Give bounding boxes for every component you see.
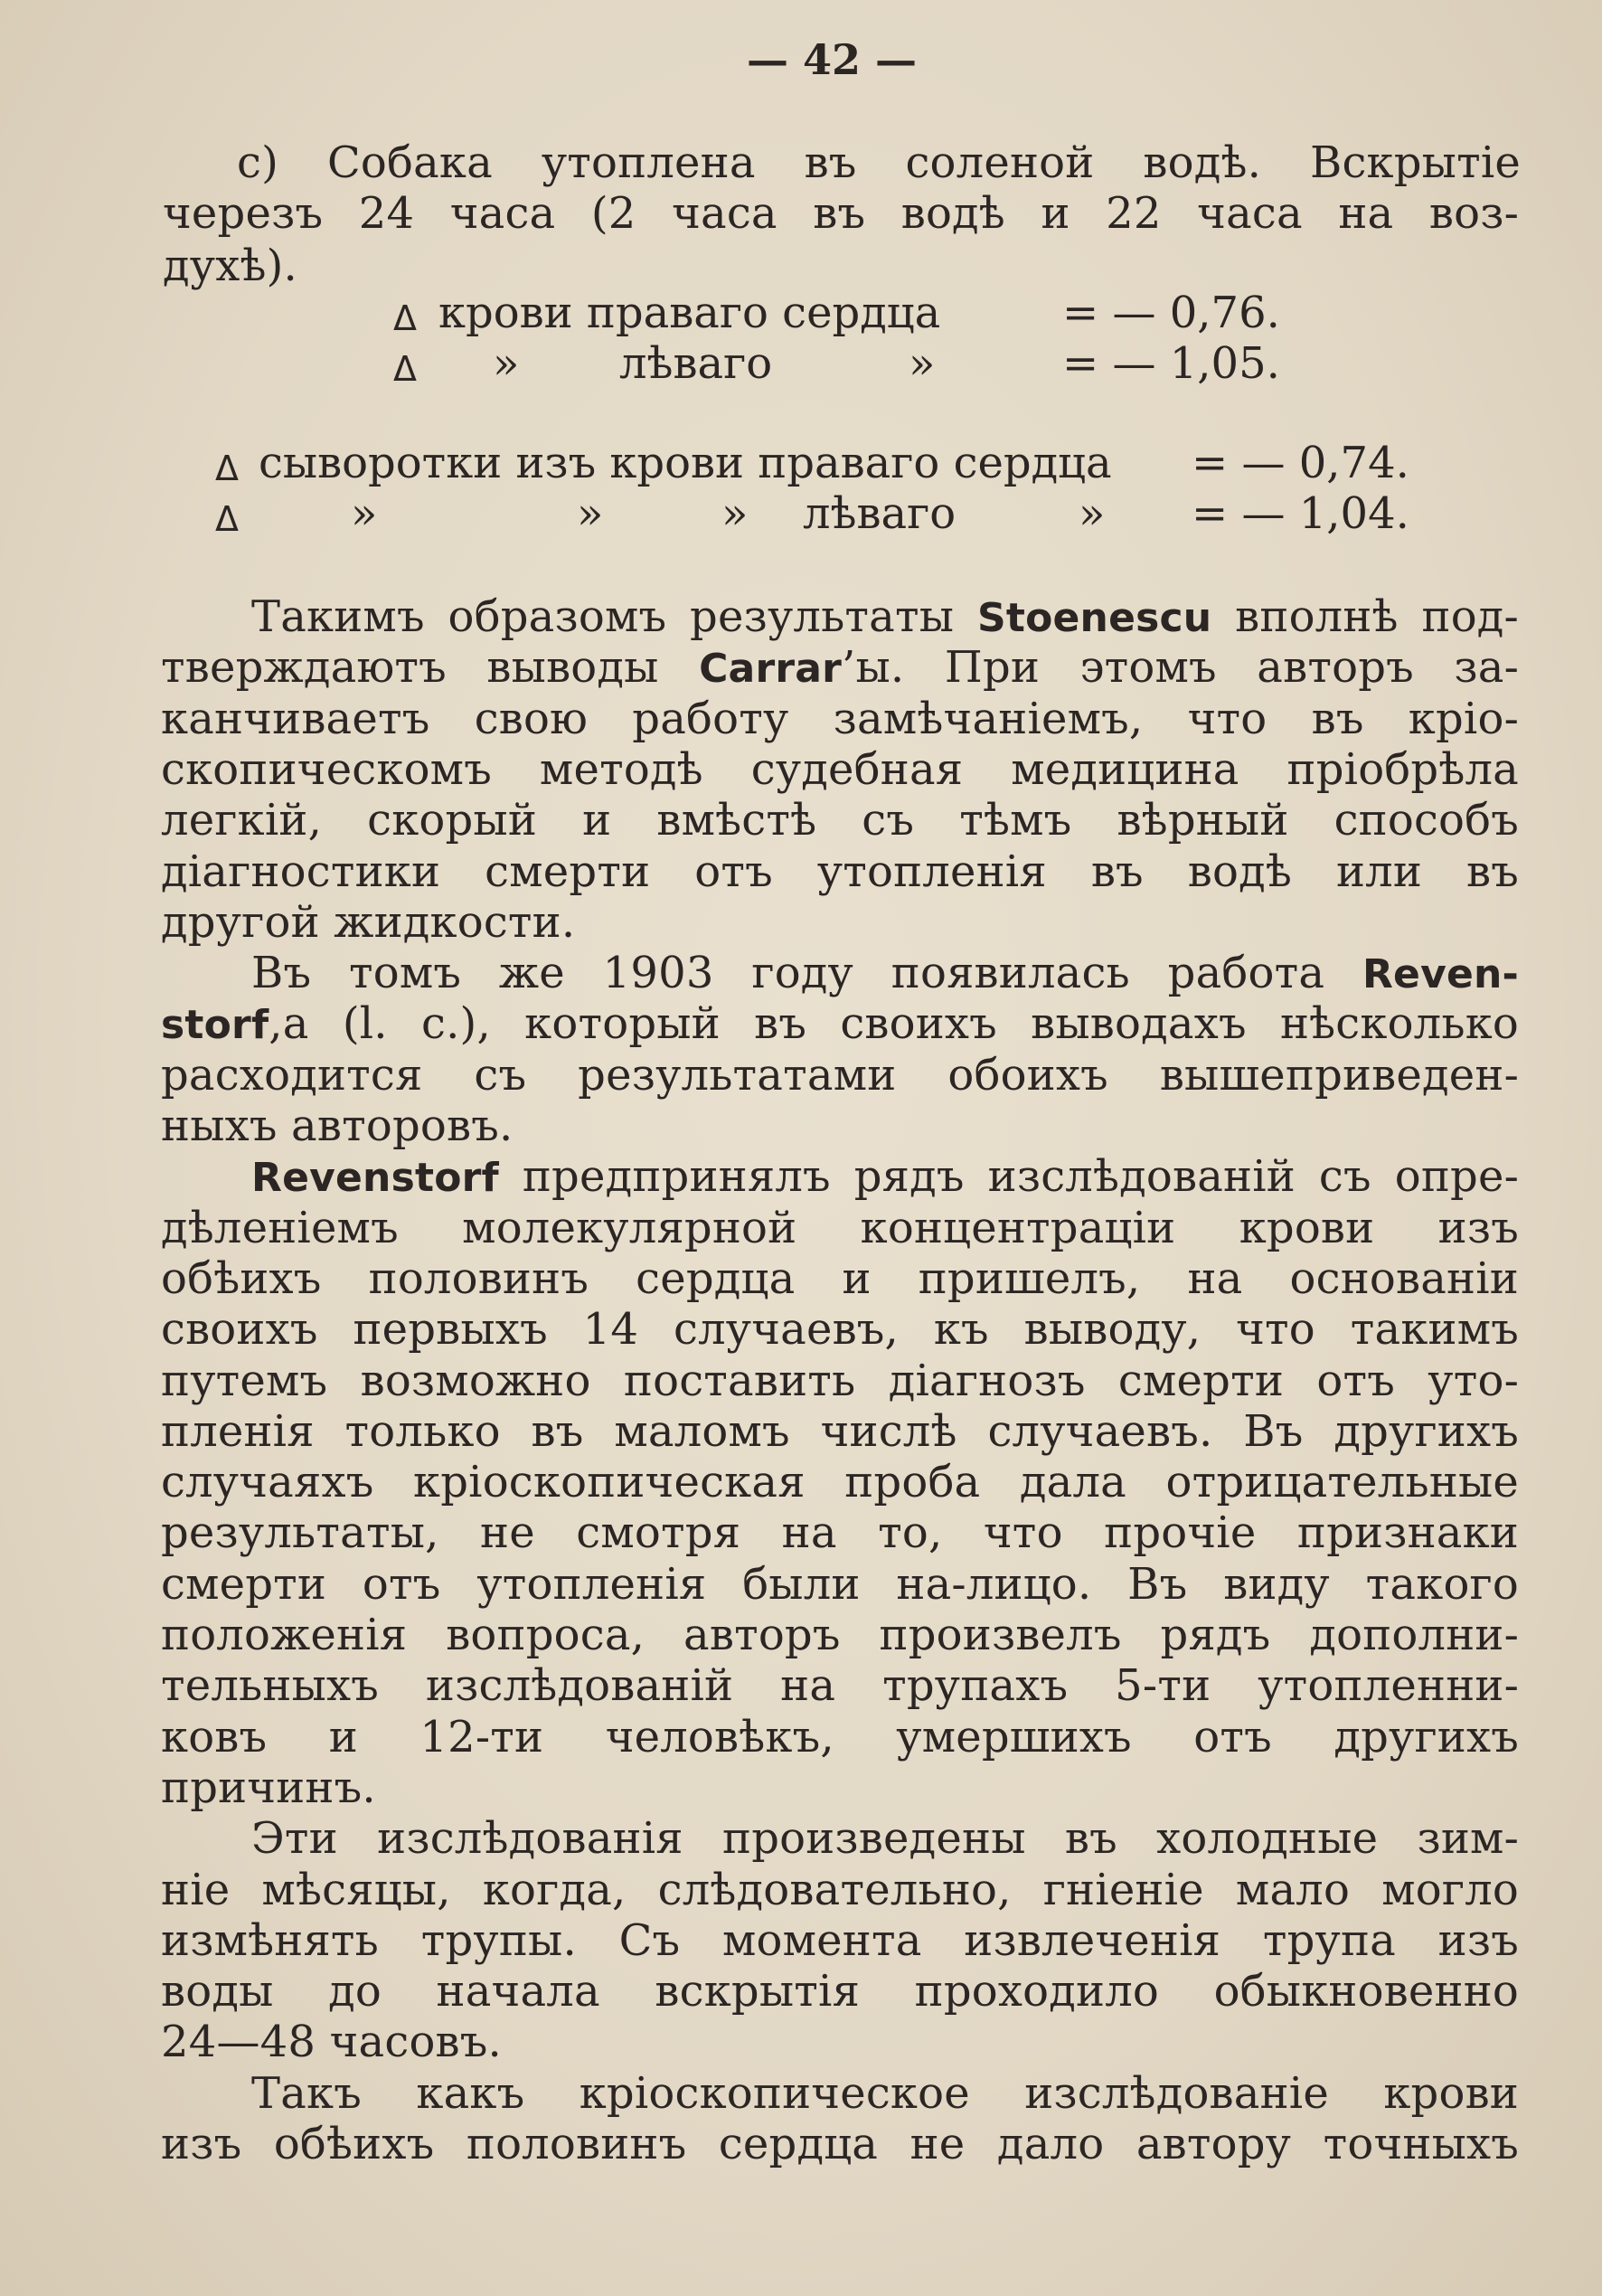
para-c-line-3: духѣ). <box>163 241 297 291</box>
body-text-span: другой жидкости. <box>161 897 576 948</box>
ditto-mark: » <box>909 338 936 389</box>
body-text-span: расходится съ результатами обоихъ вышеприведен- <box>161 1050 1519 1101</box>
delta-symbol: Δ <box>393 298 417 338</box>
formula-right-heart <box>393 288 1297 338</box>
body-text-span: канчиваетъ свою работу замѣчаніемъ, что въ кріо- <box>161 694 1519 744</box>
body-line <box>251 948 1519 1000</box>
author-name: Reven- <box>1362 951 1519 997</box>
body-line <box>251 1151 1519 1204</box>
formula-value: = — 0,76. <box>1062 288 1280 338</box>
ditto-mark: » <box>351 488 378 539</box>
author-name: Carrar <box>699 646 843 692</box>
body-line <box>161 1712 1519 1762</box>
body-text-span: путемъ возможно поставить діагнозъ смерти отъ уто- <box>161 1356 1519 1406</box>
body-text-span: положенія вопроса, авторъ произвелъ рядъ дополни- <box>161 1610 1519 1660</box>
para-c-line-1: c) Собака утоплена въ соленой водѣ. Вскрытіе <box>237 137 1521 188</box>
body-text-span: легкій, скорый и вмѣстѣ съ тѣмъ вѣрный способъ <box>161 795 1519 846</box>
body-text-span: ніе мѣсяцы, когда, слѣдовательно, гніеніе мало могло <box>161 1865 1519 1915</box>
body-text-span: діагностики смерти отъ утопленія въ водѣ или въ <box>161 846 1519 897</box>
formula-value: = — 0,74. <box>1192 438 1409 488</box>
body-text-span: вполнѣ под- <box>1211 591 1519 642</box>
body-line <box>161 2119 1519 2169</box>
body-text-span: ,а (l. c.), который въ своихъ выводахъ нѣсколько <box>269 998 1519 1049</box>
body-line <box>161 1304 1519 1355</box>
body-text-span: Эти изслѣдованія произведены въ холодные зим- <box>251 1813 1519 1864</box>
body-text-span: Въ томъ же 1903 году появилась работа <box>251 948 1362 998</box>
body-text-span: ныхъ авторовъ. <box>161 1101 514 1151</box>
body-text-span: воды до начала вскрытія проходило обыкновенно <box>161 1966 1519 2017</box>
body-line <box>161 1457 1519 1507</box>
ditto-mark: » <box>493 338 520 389</box>
body-line <box>161 1966 1519 2017</box>
body-line <box>161 1507 1519 1558</box>
body-text-span: тверждаютъ выводы <box>161 642 700 693</box>
body-text-span: измѣнять трупы. Съ момента извлеченія трупа изъ <box>161 1915 1519 1966</box>
body-line <box>161 998 1519 1051</box>
body-text-span: Такимъ образомъ результаты <box>251 591 977 642</box>
body-text-span: обѣихъ половинъ сердца и пришелъ, на основаніи <box>161 1253 1519 1304</box>
body-line <box>161 1253 1519 1304</box>
formula-serum-right <box>215 438 1526 488</box>
body-line <box>161 694 1519 744</box>
formula-label: лѣваго <box>803 488 956 539</box>
body-line <box>161 897 575 948</box>
body-line <box>161 1610 1519 1660</box>
ditto-mark: » <box>721 488 749 539</box>
ditto-mark: » <box>577 488 604 539</box>
formula-label: крови праваго сердца <box>438 288 941 338</box>
body-text-span: скопическомъ методѣ судебная медицина пріобрѣла <box>161 744 1519 795</box>
body-line <box>251 2068 1519 2119</box>
body-text-span: своихъ первыхъ 14 случаевъ, къ выводу, что такимъ <box>161 1304 1519 1355</box>
body-line <box>161 1559 1519 1610</box>
delta-symbol: Δ <box>215 499 239 539</box>
author-name: Stoenescu <box>976 595 1212 641</box>
formula-label: лѣваго <box>619 338 773 389</box>
body-text-span: пленія только въ маломъ числѣ случаевъ. Въ другихъ <box>161 1406 1519 1457</box>
body-text-span: случаяхъ кріоскопическая проба дала отрицательные <box>161 1457 1519 1507</box>
body-line <box>161 1660 1519 1711</box>
body-text-span: Такъ какъ кріоскопическое изслѣдованіе крови <box>251 2068 1519 2119</box>
body-line <box>161 846 1519 897</box>
body-line <box>161 1762 376 1813</box>
page-number: — 42 — <box>746 35 918 84</box>
body-text-span: ковъ и 12-ти человѣкъ, умершихъ отъ другихъ <box>161 1712 1519 1762</box>
author-name: storf <box>161 1002 269 1048</box>
body-line <box>161 2017 502 2067</box>
formula-left-heart <box>393 338 1297 389</box>
body-line <box>161 1406 1519 1457</box>
para-c-line-2: черезъ 24 часа (2 часа въ водѣ и 22 часа на воз- <box>163 188 1519 239</box>
formula-serum-left <box>215 488 1526 539</box>
ditto-mark: » <box>1079 488 1106 539</box>
formula-value: = — 1,04. <box>1192 488 1409 539</box>
body-text-span: причинъ. <box>161 1762 376 1813</box>
body-text-span: дѣленіемъ молекулярной концентраціи крови изъ <box>161 1203 1519 1253</box>
delta-symbol: Δ <box>393 349 417 389</box>
body-line <box>161 1865 1519 1915</box>
body-text-span: тельныхъ изслѣдованій на трупахъ 5-ти утопленни- <box>161 1660 1519 1711</box>
body-text-span: 24—48 часовъ. <box>161 2017 502 2067</box>
author-name: Revenstorf <box>251 1155 499 1201</box>
body-line <box>161 1203 1519 1253</box>
formula-label: сыворотки изъ крови праваго сердца <box>259 438 1112 488</box>
body-line <box>161 1101 513 1151</box>
body-text-span: предпринялъ рядъ изслѣдованій съ опре- <box>498 1151 1519 1202</box>
body-text-span: изъ обѣихъ половинъ сердца не дало автору точныхъ <box>161 2119 1519 2169</box>
body-line <box>161 1356 1519 1406</box>
body-line <box>161 1050 1519 1101</box>
body-text-span: результаты, не смотря на то, что прочіе признаки <box>161 1507 1519 1558</box>
formula-value: = — 1,05. <box>1062 338 1280 389</box>
body-text-span: ’ы. При этомъ авторъ за- <box>842 642 1519 693</box>
body-line <box>161 795 1519 846</box>
body-line <box>161 1915 1519 1966</box>
body-line <box>161 642 1519 694</box>
delta-symbol: Δ <box>215 449 239 488</box>
body-text-span: смерти отъ утопленія были на-лицо. Въ виду такого <box>161 1559 1519 1610</box>
body-line <box>161 744 1519 795</box>
body-line <box>251 591 1519 644</box>
body-line <box>251 1813 1519 1864</box>
